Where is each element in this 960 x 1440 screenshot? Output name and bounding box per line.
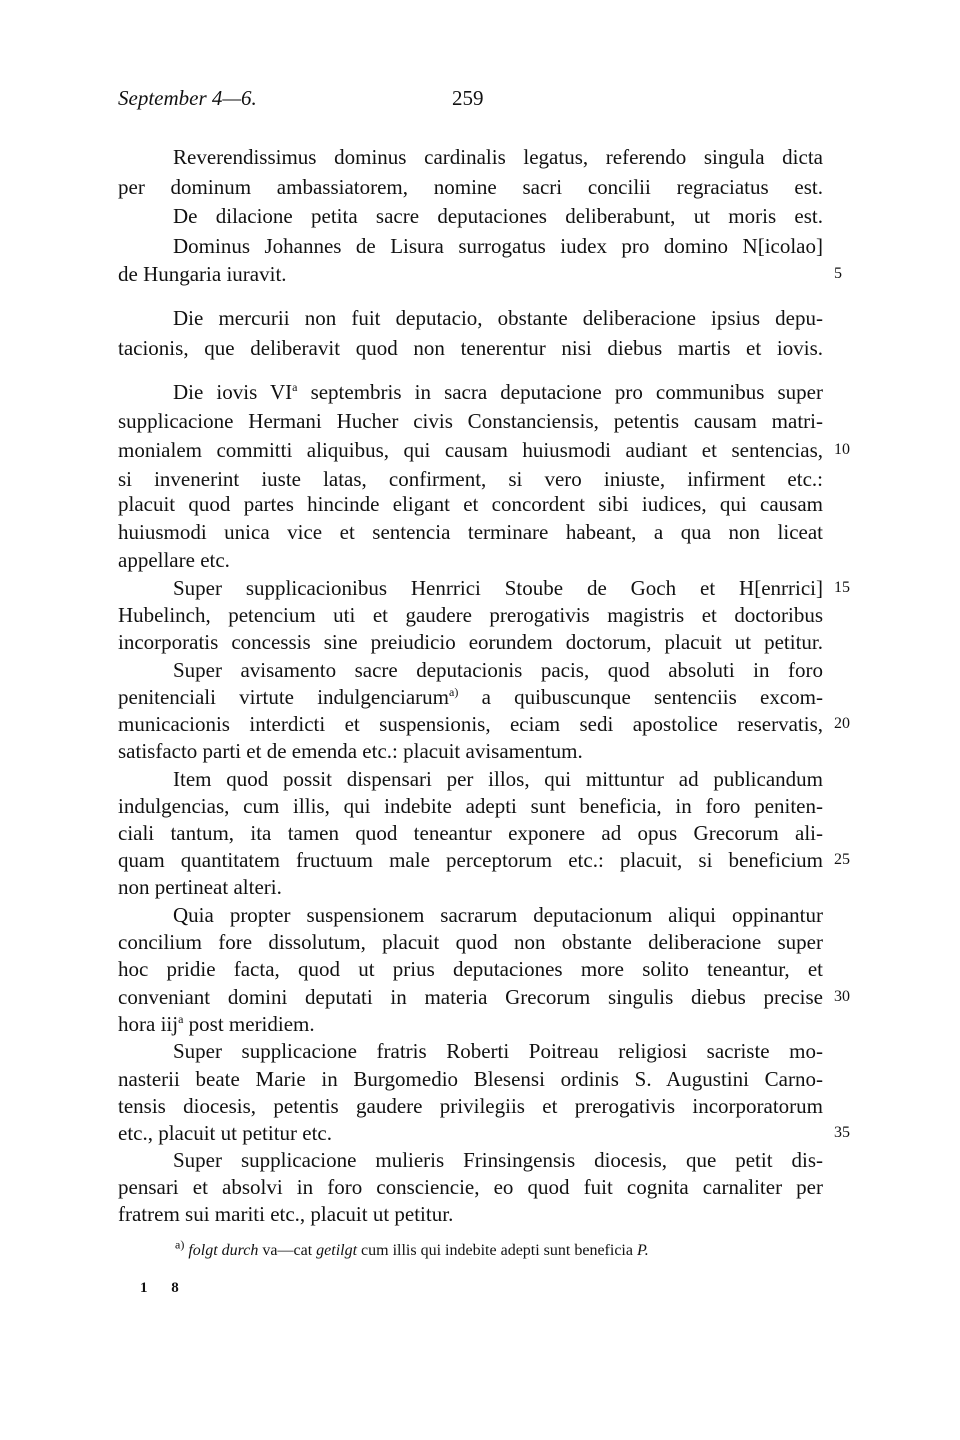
text-line: Super supplicacione mulieris Frinsingensis diocesis, que petit dis- (173, 1148, 823, 1172)
printer-signature: 1 8 (140, 1280, 189, 1296)
page-number: 259 (452, 86, 484, 110)
text-line: quam quantitatem fructuum male perceptorum etc.: placuit, si beneficium (118, 848, 823, 872)
running-head: September 4—6. (118, 86, 257, 110)
text-line: De dilacione petita sacre deputaciones deliberabunt, ut moris est. (173, 204, 823, 228)
text-line: tensis diocesis, petentis gaudere privilegiis et prerogativis incorporatorum (118, 1094, 823, 1118)
text-line: hora iij$^a$ post meridiem. (118, 1012, 315, 1036)
footnote: $^{a)}$ folgt durch va—cat getilgt cum illis qui indebite adepti sunt beneficia P. (175, 1237, 649, 1259)
text-line: Super supplicacionibus Henrrici Stoube de Goch et H[enrrici] (173, 576, 823, 600)
text-line: Die iovis $VI^a$ septembris in sacra deputacione pro communibus super (173, 380, 823, 404)
footnote-ref: a) (449, 685, 459, 699)
line-number: 30 (834, 988, 850, 1005)
text-line: Item quod possit dispensari per illos, qui mittuntur ad publicandum (173, 767, 823, 791)
text-line: incorporatis concessis sine preiudicio eorundem doctorum, placuit ut petitur. (118, 630, 823, 654)
text-line: conveniant domini deputati in materia Grecorum singulis diebus precise (118, 985, 823, 1009)
text-line: municacionis interdicti et suspensionis, eciam sedi apostolice reservatis, (118, 712, 823, 736)
line-number: 35 (834, 1124, 850, 1141)
text-line: appellare etc. (118, 548, 230, 572)
text-line: hoc pridie facta, quod ut prius deputaciones more solito teneantur, et (118, 957, 823, 981)
text-line: ciali tantum, ita tamen quod teneantur exponere ad opus Grecorum ali- (118, 821, 823, 845)
text-line: indulgencias, cum illis, qui indebite adepti sunt beneficia, in foro peniten- (118, 794, 823, 818)
text-line: per dominum ambassiatorem, nomine sacri concilii regraciatus est. (118, 175, 823, 199)
footnote-italic: folgt durch (188, 1242, 259, 1259)
text-line: de Hungaria iuravit. (118, 262, 287, 286)
text-line: Quia propter suspensionem sacrarum deputacionum aliqui oppinantur (173, 903, 823, 927)
text-line: concilium fore dissolutum, placuit quod non obstante deliberacione super (118, 930, 823, 954)
text-line: non pertineat alteri. (118, 875, 282, 899)
text-line: satisfacto parti et de emenda etc.: placuit avisamentum. (118, 739, 583, 763)
text-line: penitenciali virtute indulgenciarum$^{a)}$ a quibuscunque sentenciis excom- (118, 685, 823, 709)
text-line: pensari et absolvi in foro consciencie, eo quod fuit cognita carnaliter per (118, 1175, 823, 1199)
footnote-italic: P. (636, 1242, 649, 1259)
text-line: Hubelinch, petencium uti et gaudere prerogativis magistris et doctoribus (118, 603, 823, 627)
page-header (118, 86, 828, 116)
line-number: 20 (834, 715, 850, 732)
text-line: placuit quod partes hincinde eligant et concordent sibi iudices, qui causam (118, 492, 823, 516)
line-number: 15 (834, 579, 850, 596)
text-line: huiusmodi unica vice et sentencia terminare habeant, a qua non liceat (118, 520, 823, 544)
footnote-mark: a) (175, 1237, 185, 1252)
footnote-italic: getilgt (316, 1242, 358, 1259)
line-number: 25 (834, 851, 850, 868)
text-line: Die mercurii non fuit deputacio, obstante deliberacione ipsius depu- (173, 306, 823, 330)
text-line: tacionis, que deliberavit quod non tenerentur nisi diebus martis et iovis. (118, 336, 823, 360)
text-line: Super avisamento sacre deputacionis pacis, quod absoluti in foro (173, 658, 823, 682)
text-line: Reverendissimus dominus cardinalis legatus, referendo singula dicta (173, 145, 823, 169)
text-line: si invenerint iuste latas, confirment, si vero iniuste, infirment etc.: (118, 467, 823, 491)
text-line: fratrem sui mariti etc., placuit ut petitur. (118, 1202, 454, 1226)
text-line: nasterii beate Marie in Burgomedio Blesensi ordinis S. Augustini Carno- (118, 1067, 823, 1091)
text-line: supplicacione Hermani Hucher civis Constanciensis, petentis causam matri- (118, 409, 823, 433)
text-line: Super supplicacione fratris Roberti Poitreau religiosi sacriste mo- (173, 1039, 823, 1063)
text-line: etc., placuit ut petitur etc. (118, 1121, 332, 1145)
text-line: monialem committi aliquibus, qui causam huiusmodi audiant et sentencias, (118, 438, 823, 462)
text-line: Dominus Johannes de Lisura surrogatus iudex pro domino N[icolao] (173, 234, 823, 258)
line-number: 5 (834, 265, 842, 282)
line-number: 10 (834, 441, 850, 458)
